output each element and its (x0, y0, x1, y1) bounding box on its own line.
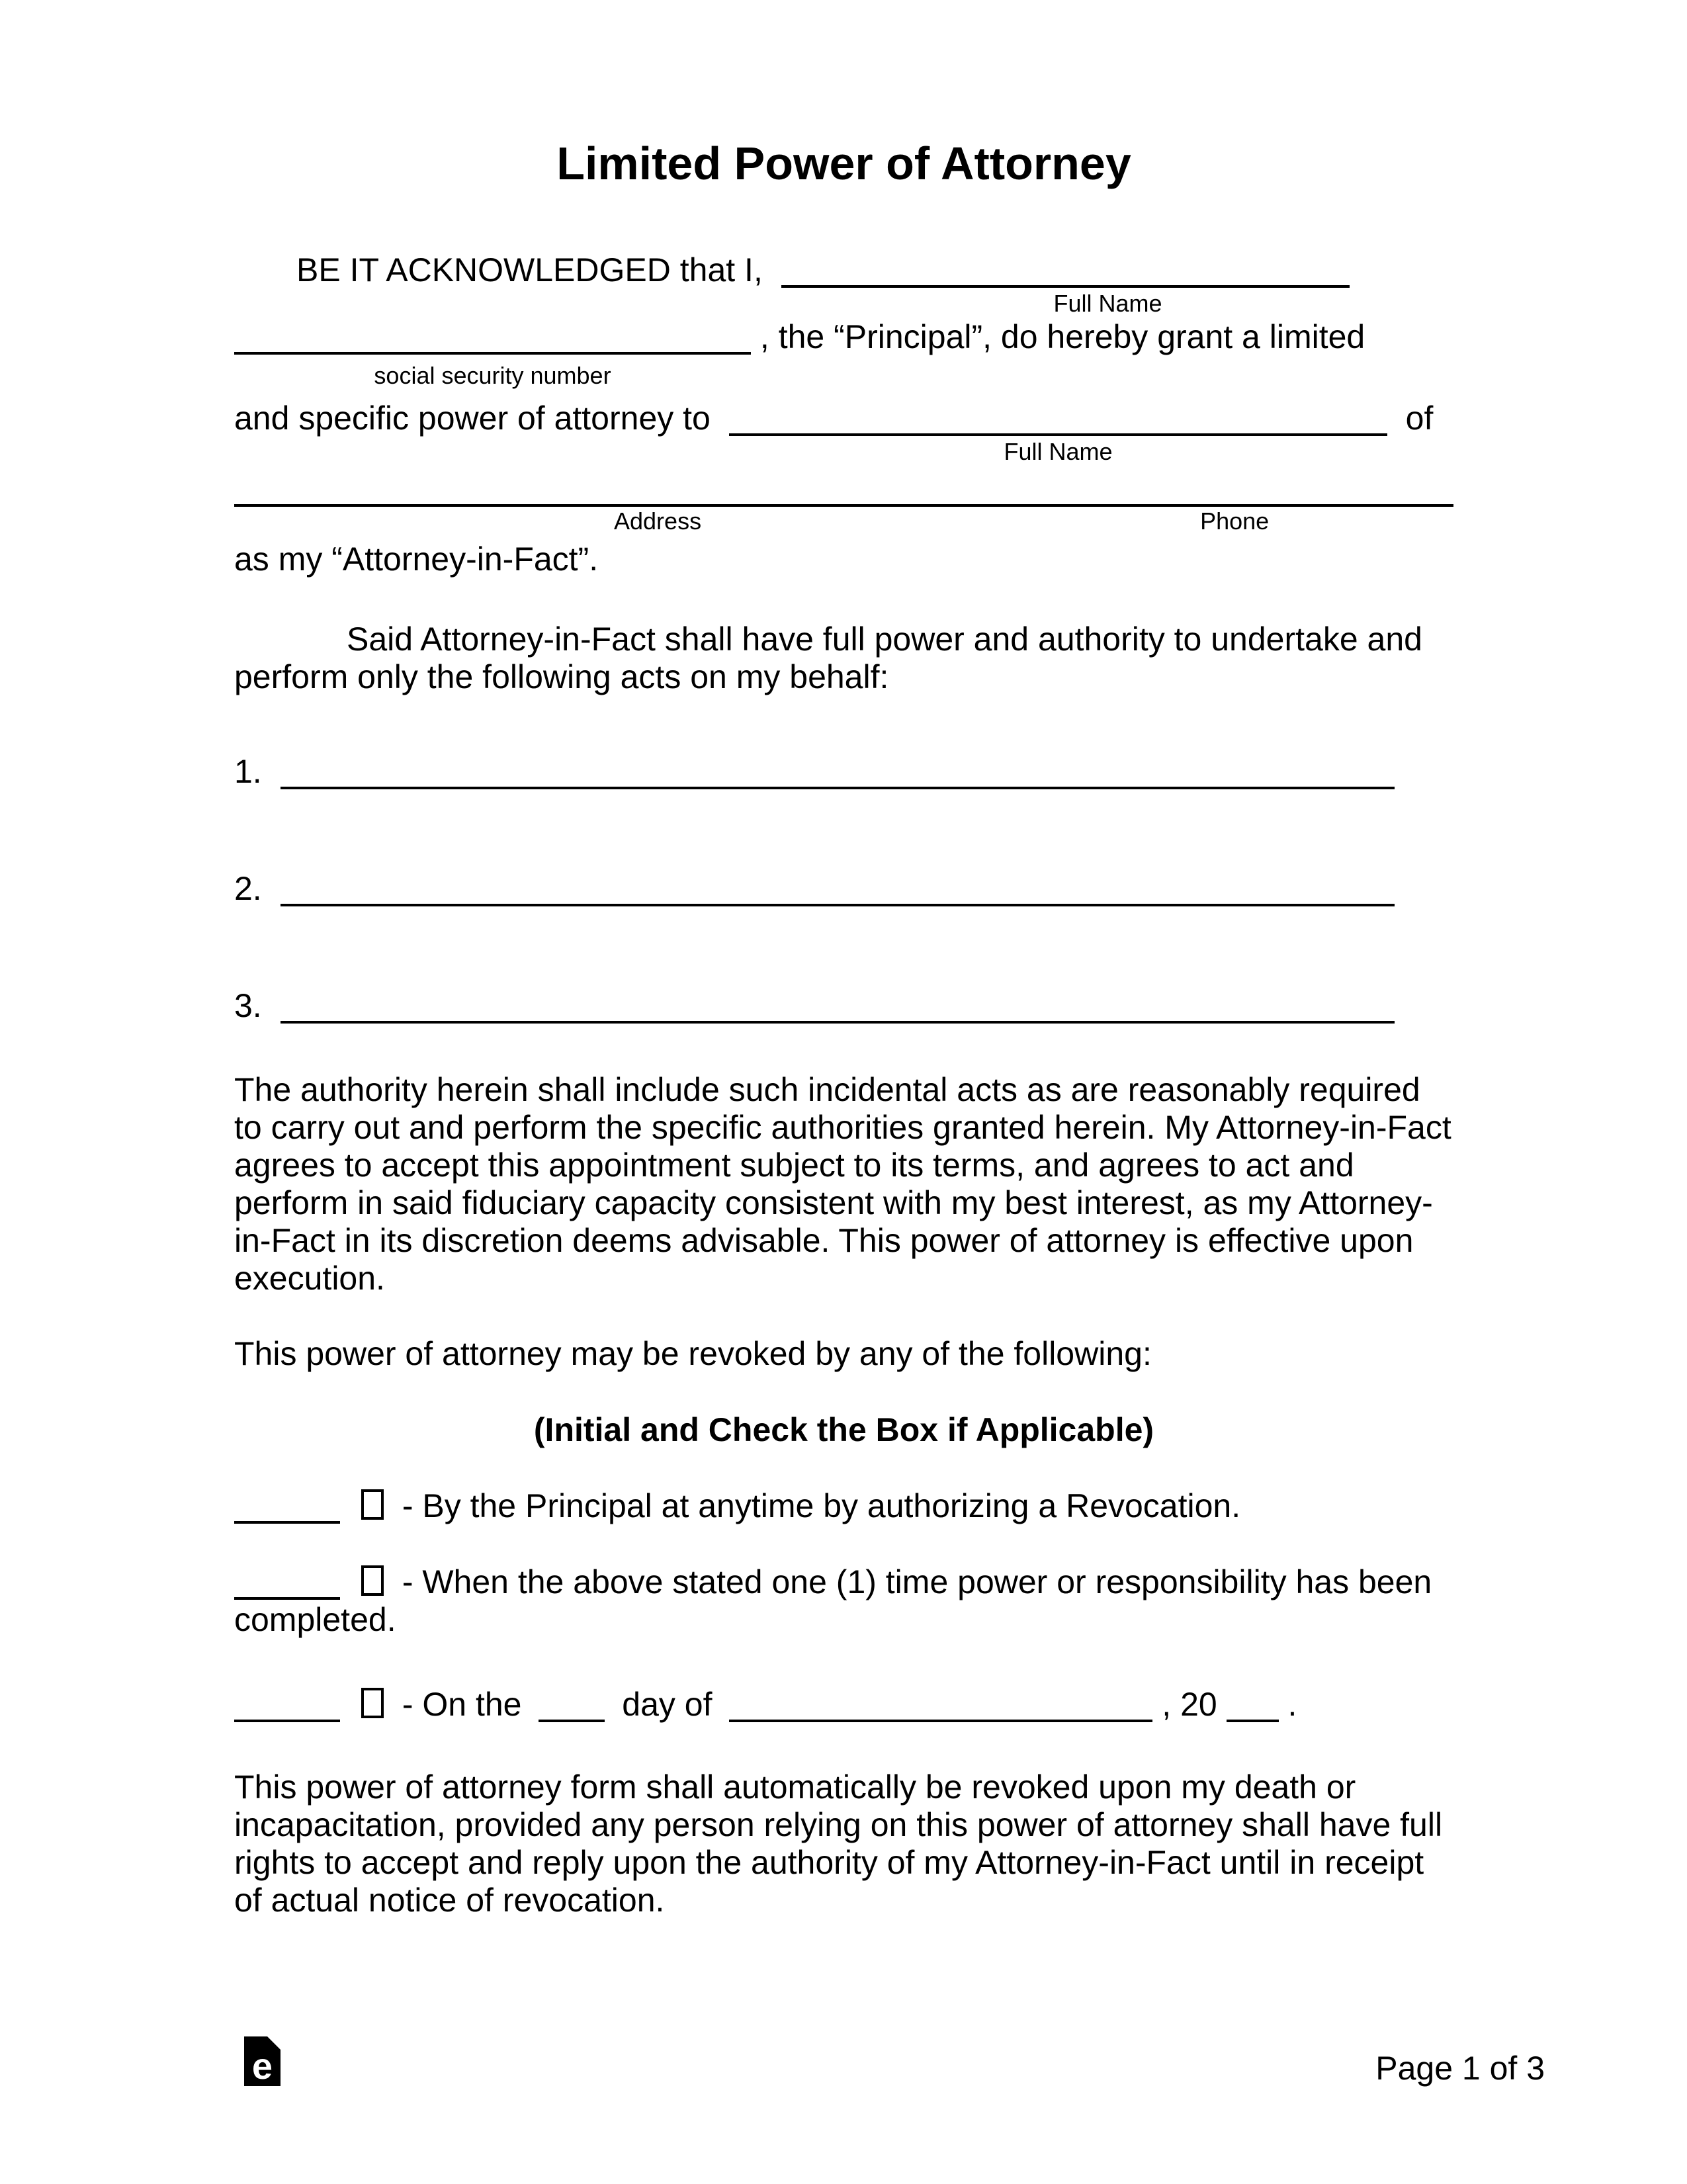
option-2-text: - When the above stated one (1) time power or responsibility has been (402, 1563, 1432, 1600)
ssn-label: social security number (374, 362, 611, 389)
said-paragraph-line: perform only the following acts on my behalf: (234, 658, 889, 695)
day-field[interactable] (539, 1693, 605, 1722)
authority-line: perform in said fiduciary capacity consistent with my best interest, as my Attorney- (234, 1184, 1433, 1221)
option-3-dayof-text: day of (622, 1686, 713, 1723)
authority-line: to carry out and perform the specific authorities granted herein. My Attorney-in-Fact (234, 1109, 1451, 1146)
ssn-field[interactable] (234, 326, 751, 355)
full-name-label-2: Full Name (1004, 438, 1113, 465)
act-line-2 (234, 870, 1453, 908)
act-3-field[interactable] (281, 994, 1395, 1024)
grant-line (234, 400, 1453, 437)
act-2-field[interactable] (281, 877, 1395, 906)
option-3-text: - On the (402, 1686, 522, 1723)
grant-text: and specific power of attorney to (234, 400, 711, 437)
ssn-line (234, 318, 1453, 356)
authority-line: agrees to accept this appointment subject to its terms, and agrees to act and (234, 1147, 1354, 1184)
initials-field-3[interactable] (234, 1693, 340, 1722)
full-name-label-1: Full Name (1053, 290, 1162, 317)
address-phone-field[interactable] (234, 469, 1453, 507)
said-paragraph (234, 621, 1453, 696)
option-3-period: . (1287, 1686, 1297, 1723)
checkbox-icon[interactable] (361, 1565, 384, 1596)
authority-line: in-Fact in its discretion deems advisable. This power of attorney is effective upon (234, 1222, 1414, 1259)
revocation-option-2 (234, 1563, 1453, 1639)
final-paragraph (234, 1769, 1453, 1919)
final-line: incapacitation, provided any person relying on this power of attorney shall have full (234, 1806, 1443, 1843)
acknowledge-line (234, 251, 1453, 289)
option-3-year-text: , 20 (1162, 1686, 1217, 1723)
page-title: Limited Power of Attorney (556, 138, 1131, 189)
authority-paragraph (234, 1071, 1453, 1297)
option-1-text: - By the Principal at anytime by authorizing a Revocation. (402, 1487, 1241, 1524)
principal-text: , the “Principal”, do hereby grant a limited (759, 318, 1365, 355)
month-field[interactable] (729, 1693, 1152, 1722)
checkbox-icon[interactable] (361, 1489, 384, 1520)
address-label: Address (614, 507, 702, 535)
act-number: 2. (234, 870, 262, 907)
initials-field-1[interactable] (234, 1495, 340, 1524)
act-1-field[interactable] (281, 760, 1395, 789)
revocation-intro: This power of attorney may be revoked by any of the following: (234, 1335, 1152, 1372)
revocation-option-1 (234, 1487, 1453, 1525)
address-phone-labels (234, 507, 1453, 536)
said-paragraph-line: Said Attorney-in-Fact shall have full power and authority to undertake and (347, 621, 1422, 658)
checkbox-icon[interactable] (361, 1688, 384, 1718)
final-line: This power of attorney form shall automatically be revoked upon my death or (234, 1769, 1356, 1806)
initials-field-2[interactable] (234, 1571, 340, 1600)
act-number: 3. (234, 987, 262, 1024)
act-number: 1. (234, 753, 262, 790)
attorney-full-name-field[interactable] (729, 407, 1387, 436)
principal-full-name-field[interactable] (781, 259, 1350, 288)
phone-label: Phone (1200, 507, 1270, 535)
page-number: Page 1 of 3 (1375, 2050, 1545, 2087)
initial-check-heading: (Initial and Check the Box if Applicable) (533, 1411, 1154, 1448)
act-line-1 (234, 753, 1453, 791)
authority-line: The authority herein shall include such incidental acts as are reasonably required (234, 1071, 1420, 1108)
final-line: of actual notice of revocation. (234, 1882, 665, 1919)
acknowledge-text: BE IT ACKNOWLEDGED that I, (296, 251, 763, 288)
act-line-3 (234, 987, 1453, 1025)
year-field[interactable] (1227, 1693, 1279, 1722)
authority-line: execution. (234, 1260, 385, 1297)
grant-of-text: of (1405, 400, 1434, 437)
logo-letter: e (251, 2045, 273, 2087)
option-2-text-2: completed. (234, 1601, 396, 1638)
attorney-in-fact-line: as my “Attorney-in-Fact”. (234, 541, 599, 578)
eforms-logo (244, 2036, 281, 2086)
final-line: rights to accept and reply upon the authority of my Attorney-in-Fact until in receipt (234, 1844, 1424, 1881)
revocation-option-3 (234, 1686, 1453, 1724)
